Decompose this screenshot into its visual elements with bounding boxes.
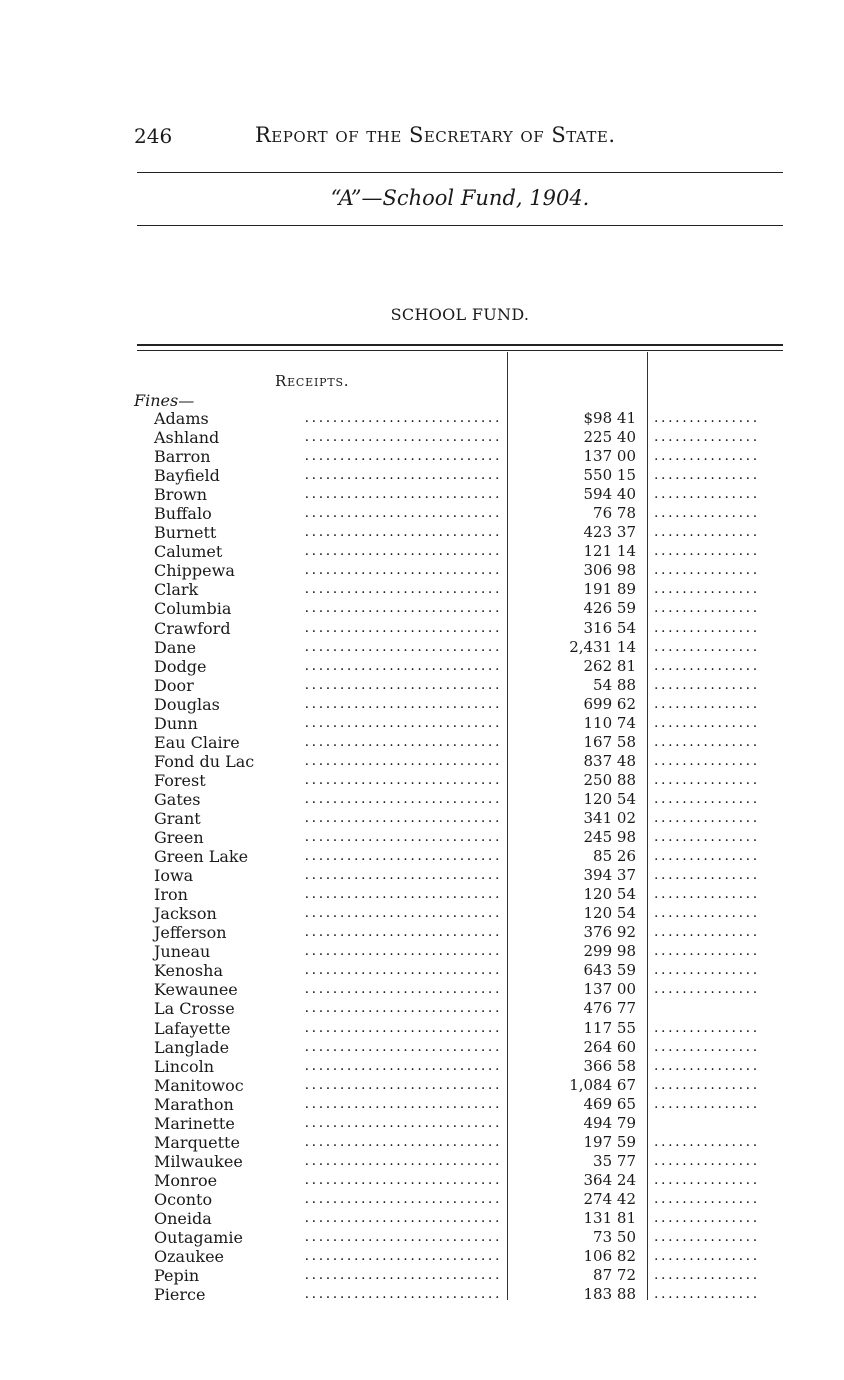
third-column-leader: ............... xyxy=(654,1209,760,1226)
county-name: Oconto xyxy=(154,1189,213,1209)
receipt-amount: 137 00 xyxy=(583,447,636,466)
county-name: Clark xyxy=(154,580,199,600)
table-row xyxy=(0,1114,844,1133)
table-row xyxy=(0,1095,844,1114)
county-name: Buffalo xyxy=(154,504,212,524)
county-name: Monroe xyxy=(154,1170,218,1190)
table-row xyxy=(0,657,844,676)
receipt-amount: 183 88 xyxy=(583,1285,636,1304)
dot-leader: ............................ xyxy=(304,1057,502,1074)
table-row xyxy=(0,771,844,790)
dot-leader: ............................ xyxy=(304,771,502,788)
third-column-leader: ............... xyxy=(654,638,760,655)
county-name: Eau Claire xyxy=(154,732,240,752)
third-column-leader: ............... xyxy=(654,962,760,979)
dot-leader: ............................ xyxy=(304,1286,502,1303)
third-column-leader: ............... xyxy=(654,1095,760,1112)
dot-leader: ............................ xyxy=(304,1114,502,1131)
table-row xyxy=(0,619,844,638)
receipt-amount: 394 37 xyxy=(583,866,636,885)
receipt-amount: 245 98 xyxy=(583,828,636,847)
receipt-amount: 117 55 xyxy=(583,1018,636,1037)
third-column-leader: ............... xyxy=(654,924,760,941)
county-name: Chippewa xyxy=(154,561,235,581)
table-row xyxy=(0,1019,844,1038)
dot-leader: ............................ xyxy=(304,867,502,884)
table-row xyxy=(0,923,844,942)
third-column-leader: ............... xyxy=(654,886,760,903)
dot-leader: ............................ xyxy=(304,505,502,522)
receipt-amount: 364 24 xyxy=(583,1170,636,1189)
receipt-amount: 197 59 xyxy=(583,1132,636,1151)
dot-leader: ............................ xyxy=(304,1190,502,1207)
county-name: Manitowoc xyxy=(154,1075,244,1095)
third-column-leader: ............... xyxy=(654,905,760,922)
receipt-amount: 250 88 xyxy=(583,770,636,789)
dot-leader: ............................ xyxy=(304,1152,502,1169)
county-name: Jackson xyxy=(154,904,217,924)
dot-leader: ............................ xyxy=(304,1000,502,1017)
section-title: SCHOOL FUND. xyxy=(390,305,530,324)
dot-leader: ............................ xyxy=(304,809,502,826)
county-name: Marathon xyxy=(154,1094,234,1114)
county-name: Langlade xyxy=(154,1037,230,1057)
table-row xyxy=(0,695,844,714)
county-name: Pepin xyxy=(154,1266,200,1286)
third-column-leader: ............... xyxy=(654,1133,760,1150)
receipt-amount: 225 40 xyxy=(583,428,636,447)
third-column-leader: ............... xyxy=(654,1057,760,1074)
third-column-leader: ............... xyxy=(654,1152,760,1169)
receipt-amount: 274 42 xyxy=(583,1189,636,1208)
third-column-leader: ............... xyxy=(654,867,760,884)
table-top-rule xyxy=(137,344,783,346)
table-row xyxy=(0,961,844,980)
receipt-amount: 120 54 xyxy=(583,885,636,904)
receipt-amount: 76 78 xyxy=(593,504,636,523)
county-name: Brown xyxy=(154,485,208,505)
county-name: Calumet xyxy=(154,542,223,562)
table-row xyxy=(0,1057,844,1076)
dot-leader: ............................ xyxy=(304,1171,502,1188)
table-row xyxy=(0,1190,844,1209)
county-name: Burnett xyxy=(154,523,217,543)
dot-leader: ............................ xyxy=(304,1229,502,1246)
third-column-leader: ............... xyxy=(654,1229,760,1246)
dot-leader: ............................ xyxy=(304,924,502,941)
dot-leader: ............................ xyxy=(304,829,502,846)
receipt-amount: 85 26 xyxy=(593,847,636,866)
receipt-amount: 426 59 xyxy=(583,599,636,618)
county-name: Douglas xyxy=(154,694,220,714)
dot-leader: ............................ xyxy=(304,657,502,674)
table-row xyxy=(0,1133,844,1152)
dot-leader: ............................ xyxy=(304,562,502,579)
county-name: Ozaukee xyxy=(154,1247,225,1267)
table-row xyxy=(0,1171,844,1190)
county-name: Marinette xyxy=(154,1113,235,1133)
table-row xyxy=(0,599,844,618)
county-name: Green xyxy=(154,828,204,848)
top-rule xyxy=(137,172,783,173)
county-name: Iowa xyxy=(154,866,194,886)
table-row xyxy=(0,790,844,809)
dot-leader: ............................ xyxy=(304,638,502,655)
table-row xyxy=(0,942,844,961)
table-row xyxy=(0,428,844,447)
dot-leader: ............................ xyxy=(304,905,502,922)
receipt-amount: 299 98 xyxy=(583,942,636,961)
county-name: Fond du Lac xyxy=(154,751,255,771)
dot-leader: ............................ xyxy=(304,1076,502,1093)
third-column-leader: ............... xyxy=(654,486,760,503)
dot-leader: ............................ xyxy=(304,1095,502,1112)
dot-leader: ............................ xyxy=(304,848,502,865)
third-column-leader: ............... xyxy=(654,1171,760,1188)
receipt-amount: 550 15 xyxy=(583,466,636,485)
table-row xyxy=(0,809,844,828)
table-row xyxy=(0,866,844,885)
county-name: Pierce xyxy=(154,1285,206,1305)
receipt-amount: 137 00 xyxy=(583,980,636,999)
receipt-amount: 191 89 xyxy=(583,580,636,599)
county-name: Grant xyxy=(154,808,201,828)
county-name: Milwaukee xyxy=(154,1151,243,1171)
dot-leader: ............................ xyxy=(304,410,502,426)
third-column-leader: ............... xyxy=(654,790,760,807)
table-row xyxy=(0,466,844,485)
dot-leader: ............................ xyxy=(304,962,502,979)
third-column-leader: ............... xyxy=(654,1038,760,1055)
dot-leader: ............................ xyxy=(304,543,502,560)
receipt-amount: 366 58 xyxy=(583,1056,636,1075)
third-column-leader: ............... xyxy=(654,429,760,446)
table-row xyxy=(0,828,844,847)
table-row xyxy=(0,1209,844,1228)
dot-leader: ............................ xyxy=(304,581,502,598)
table-row xyxy=(0,1152,844,1171)
county-name: Kenosha xyxy=(154,961,223,981)
receipt-amount: 494 79 xyxy=(583,1113,636,1132)
dot-leader: ............................ xyxy=(304,1267,502,1284)
county-name: Lincoln xyxy=(154,1056,215,1076)
dot-leader: ............................ xyxy=(304,486,502,503)
third-column-leader: ............... xyxy=(654,848,760,865)
receipt-amount: 423 37 xyxy=(583,523,636,542)
third-column-leader: ............... xyxy=(654,562,760,579)
table-row xyxy=(0,847,844,866)
third-column-leader: ............... xyxy=(654,829,760,846)
third-column-leader: ............... xyxy=(654,543,760,560)
receipt-amount: 594 40 xyxy=(583,485,636,504)
receipt-amount: 87 72 xyxy=(593,1266,636,1285)
dot-leader: ............................ xyxy=(304,1209,502,1226)
county-name: Kewaunee xyxy=(154,980,238,1000)
dot-leader: ............................ xyxy=(304,886,502,903)
receipt-amount: 376 92 xyxy=(583,923,636,942)
third-column-leader: ............... xyxy=(654,943,760,960)
dot-leader: ............................ xyxy=(304,467,502,484)
table-row xyxy=(0,714,844,733)
third-column-leader: ............... xyxy=(654,1248,760,1265)
dot-leader: ............................ xyxy=(304,1019,502,1036)
table-top-rule-thin xyxy=(137,350,783,351)
receipt-amount: 1,084 67 xyxy=(569,1075,636,1094)
table-row xyxy=(0,1247,844,1266)
table-row xyxy=(0,676,844,695)
third-column-leader: ............... xyxy=(654,657,760,674)
county-name: Iron xyxy=(154,885,188,905)
county-name: Bayfield xyxy=(154,466,220,486)
third-column-leader: ............... xyxy=(654,1019,760,1036)
receipt-amount: 54 88 xyxy=(593,675,636,694)
dot-leader: ............................ xyxy=(304,448,502,465)
receipt-amount: 262 81 xyxy=(583,656,636,675)
table-row xyxy=(0,1266,844,1285)
county-name: Gates xyxy=(154,789,201,809)
dot-leader: ............................ xyxy=(304,676,502,693)
table-row xyxy=(0,980,844,999)
county-name: Forest xyxy=(154,770,206,790)
receipt-amount: 167 58 xyxy=(583,732,636,751)
dot-leader: ............................ xyxy=(304,752,502,769)
third-column-leader: ............... xyxy=(654,695,760,712)
third-column-leader: ............... xyxy=(654,676,760,693)
county-name: Marquette xyxy=(154,1132,240,1152)
receipt-amount: 131 81 xyxy=(583,1208,636,1227)
fines-label: Fines— xyxy=(134,391,195,410)
receipt-amount: 476 77 xyxy=(583,999,636,1018)
county-name: Dodge xyxy=(154,656,207,676)
receipt-amount: 469 65 xyxy=(583,1094,636,1113)
fines-table xyxy=(0,409,844,1304)
table-row xyxy=(0,904,844,923)
third-column-leader: ............... xyxy=(654,410,760,426)
running-head: Report of the Secretary of State. xyxy=(255,123,616,147)
dot-leader: ............................ xyxy=(304,714,502,731)
county-name: Adams xyxy=(154,409,209,428)
table-row xyxy=(0,485,844,504)
receipt-amount: 699 62 xyxy=(583,694,636,713)
dot-leader: ............................ xyxy=(304,790,502,807)
table-row xyxy=(0,999,844,1018)
table-row xyxy=(0,409,844,428)
table-row xyxy=(0,752,844,771)
receipt-amount: 341 02 xyxy=(583,808,636,827)
county-name: Dunn xyxy=(154,713,198,733)
third-column-leader: ............... xyxy=(654,619,760,636)
county-name: Ashland xyxy=(154,428,220,448)
table-row xyxy=(0,523,844,542)
dot-leader: ............................ xyxy=(304,524,502,541)
table-row xyxy=(0,447,844,466)
third-column-leader: ............... xyxy=(654,771,760,788)
county-name: Juneau xyxy=(154,942,211,962)
table-row xyxy=(0,580,844,599)
county-name: Oneida xyxy=(154,1208,212,1228)
dot-leader: ............................ xyxy=(304,981,502,998)
county-name: Lafayette xyxy=(154,1018,231,1038)
third-column-leader: ............... xyxy=(654,981,760,998)
table-row xyxy=(0,733,844,752)
receipt-amount: 110 74 xyxy=(583,713,636,732)
county-name: Barron xyxy=(154,447,211,467)
table-row xyxy=(0,1285,844,1304)
third-column-leader: ............... xyxy=(654,714,760,731)
third-column-leader: ............... xyxy=(654,733,760,750)
dot-leader: ............................ xyxy=(304,619,502,636)
county-name: Door xyxy=(154,675,194,695)
table-row xyxy=(0,542,844,561)
table-row xyxy=(0,1228,844,1247)
county-name: Green Lake xyxy=(154,847,249,867)
receipt-amount: 2,431 14 xyxy=(569,637,636,656)
third-column-leader: ............... xyxy=(654,809,760,826)
receipts-heading: Receipts. xyxy=(275,372,350,390)
receipt-amount: 121 14 xyxy=(583,542,636,561)
third-column-leader: ............... xyxy=(654,1286,760,1303)
receipt-amount: 106 82 xyxy=(583,1247,636,1266)
county-name: Jefferson xyxy=(154,923,227,943)
dot-leader: ............................ xyxy=(304,1248,502,1265)
receipt-amount: 264 60 xyxy=(583,1037,636,1056)
third-column-leader: ............... xyxy=(654,505,760,522)
dot-leader: ............................ xyxy=(304,733,502,750)
table-row xyxy=(0,504,844,523)
receipt-amount: $98 41 xyxy=(583,409,636,427)
dot-leader: ............................ xyxy=(304,1038,502,1055)
table-row xyxy=(0,885,844,904)
county-name: Columbia xyxy=(154,599,232,619)
table-row xyxy=(0,1038,844,1057)
dot-leader: ............................ xyxy=(304,600,502,617)
third-column-leader: ............... xyxy=(654,1076,760,1093)
page-number: 246 xyxy=(134,124,173,148)
receipt-amount: 120 54 xyxy=(583,789,636,808)
dot-leader: ............................ xyxy=(304,1133,502,1150)
third-column-leader: ............... xyxy=(654,600,760,617)
receipt-amount: 643 59 xyxy=(583,961,636,980)
subtitle-rule xyxy=(137,225,783,226)
receipt-amount: 316 54 xyxy=(583,618,636,637)
third-column-leader: ............... xyxy=(654,581,760,598)
receipt-amount: 120 54 xyxy=(583,904,636,923)
third-column-leader: ............... xyxy=(654,1267,760,1284)
dot-leader: ............................ xyxy=(304,943,502,960)
page-subtitle: “A”—School Fund, 1904. xyxy=(330,186,590,210)
third-column-leader: ............... xyxy=(654,448,760,465)
receipt-amount: 837 48 xyxy=(583,751,636,770)
table-row xyxy=(0,1076,844,1095)
table-row xyxy=(0,638,844,657)
receipt-amount: 73 50 xyxy=(593,1228,636,1247)
county-name: Crawford xyxy=(154,618,231,638)
third-column-leader: ............... xyxy=(654,467,760,484)
table-row xyxy=(0,561,844,580)
third-column-leader: ............... xyxy=(654,752,760,769)
third-column-leader: ............... xyxy=(654,1190,760,1207)
county-name: La Crosse xyxy=(154,999,235,1019)
county-name: Outagamie xyxy=(154,1228,243,1248)
third-column-leader: ............... xyxy=(654,524,760,541)
dot-leader: ............................ xyxy=(304,429,502,446)
receipt-amount: 306 98 xyxy=(583,561,636,580)
dot-leader: ............................ xyxy=(304,695,502,712)
receipt-amount: 35 77 xyxy=(593,1151,636,1170)
county-name: Dane xyxy=(154,637,197,657)
